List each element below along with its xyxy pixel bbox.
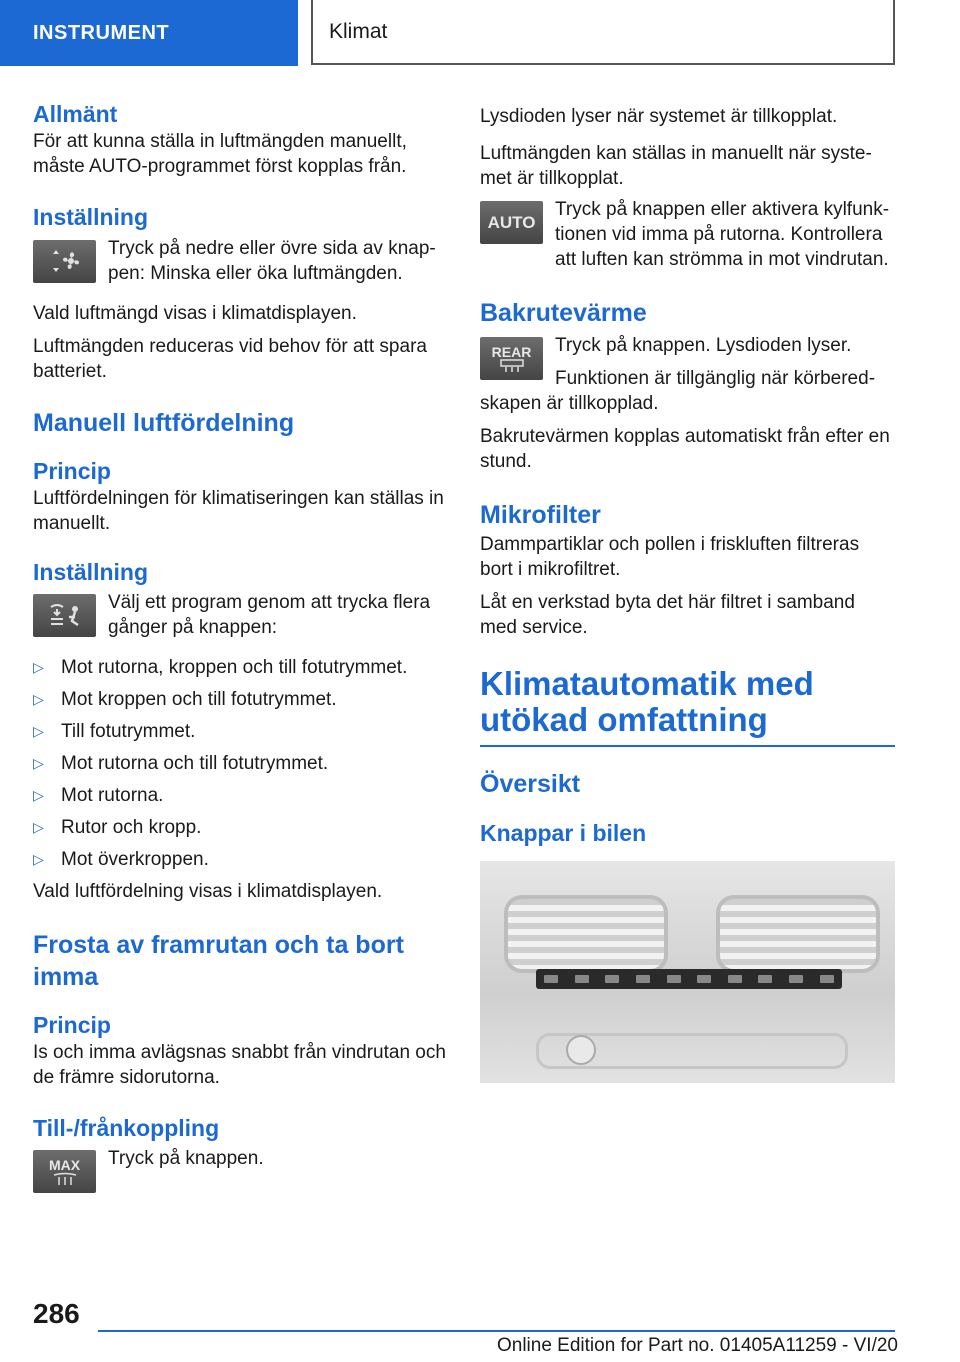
- dashboard-photo: [480, 861, 895, 1083]
- rear-button-row: [480, 333, 895, 416]
- klimat-heading: Klimatautomatik med utökad omfattning: [480, 664, 814, 739]
- mikro-text-1: Dammpartiklar och pollen i friskluften filtreras bort i mikrofiltret.: [480, 533, 860, 580]
- installning-heading-2: Inställning: [33, 558, 148, 585]
- rear-icon-label: REAR: [491, 343, 532, 360]
- vald-luftmangd-text: Vald luftmängd visas i klimatdisplayen.: [33, 302, 357, 324]
- manuellt-text: Luftmängden kan ställas in manuellt när systemet är tillkopplat.: [480, 143, 872, 189]
- list-item: ▷ Till fotutrymmet.: [33, 721, 196, 743]
- right-vent-image: [716, 895, 880, 973]
- installning-heading-1: Inställning: [33, 203, 148, 230]
- list-item: ▷ Rutor och kropp.: [33, 817, 202, 839]
- list-item: ▷ Mot rutorna.: [33, 785, 164, 807]
- list-item: ▷ Mot kroppen och till fotutrymmet.: [33, 689, 337, 711]
- topic-label: Klimat: [329, 19, 388, 43]
- air-distribution-glyph-icon: [45, 601, 85, 631]
- rear-defrost-waves-icon: [497, 359, 527, 373]
- vald-fordelning-text: Vald luftfördelning visas i klimatdisplayen.: [33, 881, 383, 903]
- triangle-bullet-icon: ▷: [33, 851, 44, 868]
- distribution-button-row: [33, 590, 448, 641]
- topic-tab: [311, 0, 895, 65]
- auto-icon-label: AUTO: [487, 212, 536, 232]
- manuell-heading: Manuell luftfördelning: [33, 408, 295, 437]
- max-icon-label: MAX: [48, 1156, 81, 1173]
- footer-edition: Online Edition for Part no. 01405A11259 - VI/20: [496, 1335, 898, 1356]
- list-item: ▷ Mot rutorna, kroppen och till fotutrymmet.: [33, 657, 408, 679]
- bakrute-heading: Bakrutevärme: [480, 299, 647, 327]
- princip-heading-2: Princip: [33, 1011, 111, 1038]
- fan-glyph-icon: [45, 246, 85, 276]
- oversikt-heading: Översikt: [480, 770, 581, 799]
- left-vent-image: [504, 895, 668, 973]
- allmant-text: För att kunna ställa in luftmängden manuellt, måste AUTO-programmet först kopplas från.: [33, 130, 407, 177]
- auto-text: Tryck på knappen eller aktivera kylfunktionen vid imma på rutorna. Kontrollera att luften kan strömma in mot vindrutan.: [555, 199, 890, 270]
- footer-rule: [98, 1330, 895, 1332]
- bakrute-text-3: Bakrutevärmen kopplas automatiskt från efter en stund.: [480, 426, 890, 473]
- allmant-heading: Allmänt: [33, 101, 118, 127]
- climate-button-strip-image: [536, 969, 842, 989]
- list-item: ▷ Mot överkroppen.: [33, 849, 209, 871]
- max-button-row: [33, 1146, 448, 1197]
- left-column: [33, 100, 448, 1197]
- installning-text-2: Välj ett program genom att trycka flera gånger på knappen:: [108, 592, 431, 639]
- princip-heading-1: Princip: [33, 457, 111, 484]
- chapter-label: INSTRUMENT: [33, 21, 170, 44]
- till-heading: Till-/frånkoppling: [33, 1114, 220, 1141]
- triangle-bullet-icon: ▷: [33, 659, 44, 676]
- fan-button-row: [33, 236, 448, 287]
- till-text: Tryck på knappen.: [108, 1148, 264, 1170]
- mikro-text-2: Låt en verkstad byta det här filtret i samband med service.: [480, 591, 855, 638]
- frosta-heading: Frosta av framrutan och ta bort imma: [33, 931, 404, 991]
- triangle-bullet-icon: ▷: [33, 755, 44, 772]
- auto-icon: [480, 201, 543, 244]
- max-defrost-icon: [33, 1150, 96, 1193]
- triangle-bullet-icon: ▷: [33, 723, 44, 740]
- defrost-waves-icon: [50, 1172, 80, 1186]
- installning-text-1: Tryck på nedre eller övre sida av knappen: Minska eller öka luftmängden.: [108, 237, 436, 284]
- lysdiod-text: Lysdioden lyser när systemet är tillkopplat.: [480, 106, 838, 127]
- fan-icon: [33, 240, 96, 283]
- distribution-list: [33, 655, 448, 872]
- bakrute-text-1: Tryck på knappen. Lysdioden lyser.: [555, 335, 852, 357]
- right-column: [480, 100, 895, 1083]
- princip-text-2: Is och imma avlägsnas snabbt från vindrutan och de främre sidorutorna.: [33, 1041, 446, 1088]
- bakrute-text-2: Funktionen är tillgänglig när körberedskapen är tillkopplad.: [480, 368, 876, 415]
- mikro-heading: Mikrofilter: [480, 501, 601, 530]
- reduceras-text: Luftmängden reduceras vid behov för att spara batteriet.: [33, 335, 427, 382]
- auto-button-row: [480, 197, 895, 272]
- princip-text-1: Luftfördelningen för klimatiseringen kan ställas in manuellt.: [33, 487, 444, 534]
- heading-rule: [480, 745, 895, 747]
- page-number: 286: [33, 1298, 80, 1329]
- rear-defrost-icon: [480, 337, 543, 380]
- knappar-heading: Knappar i bilen: [480, 819, 647, 846]
- triangle-bullet-icon: ▷: [33, 787, 44, 804]
- air-distribution-icon: [33, 594, 96, 637]
- list-item: ▷ Mot rutorna och till fotutrymmet.: [33, 753, 329, 775]
- triangle-bullet-icon: ▷: [33, 819, 44, 836]
- triangle-bullet-icon: ▷: [33, 691, 44, 708]
- chapter-tab: [0, 0, 298, 66]
